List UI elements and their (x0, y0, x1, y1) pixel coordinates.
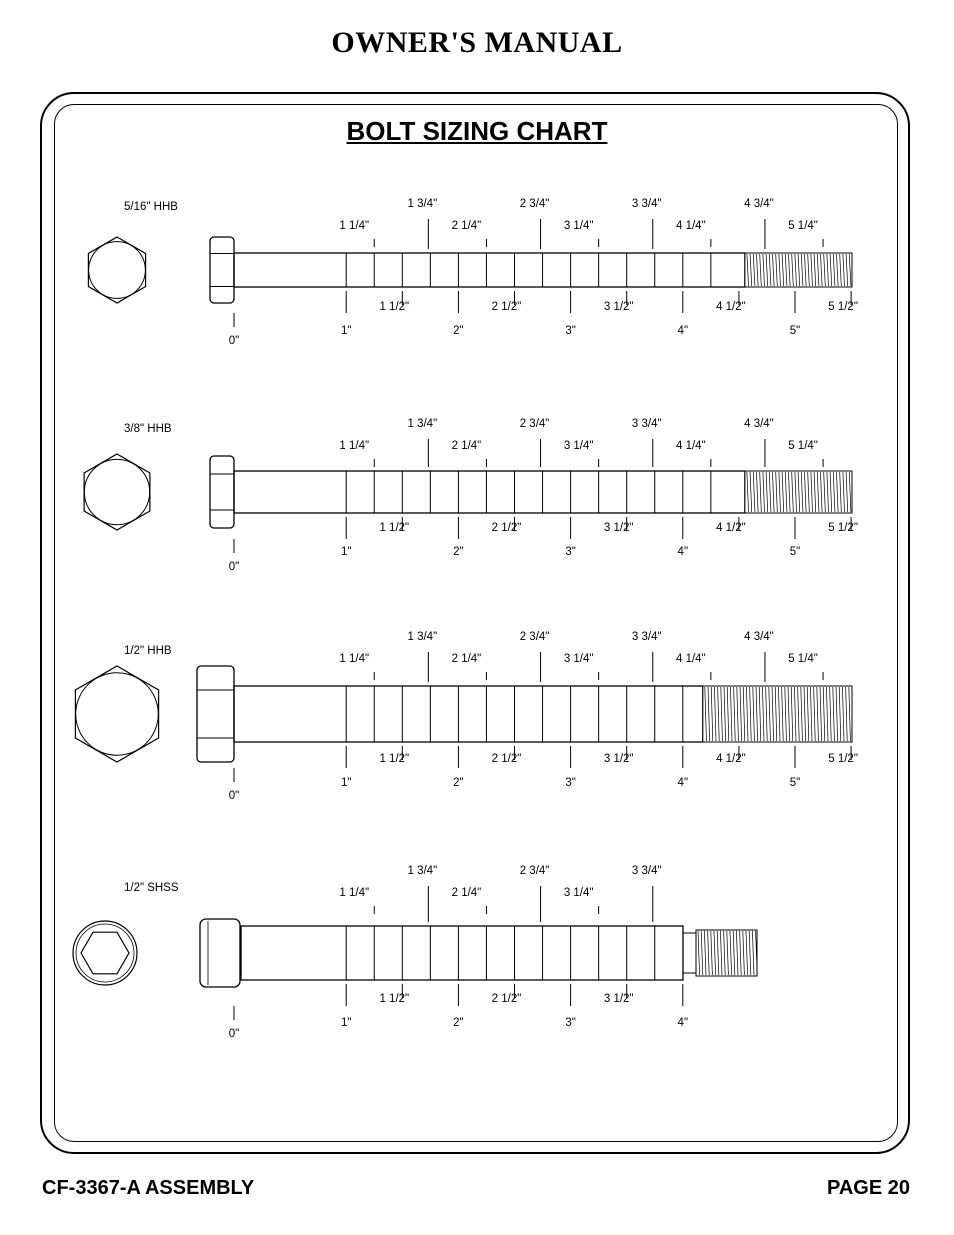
tick-label-half: 3 1/2" (603, 753, 634, 765)
tick-label-quarter: 3 1/4" (563, 653, 594, 665)
tick-label-three-quarter: 4 3/4" (744, 418, 774, 430)
chart-title: BOLT SIZING CHART (346, 116, 608, 146)
tick-label-quarter: 5 1/4" (788, 220, 818, 232)
tick-label-quarter: 1 1/4" (339, 220, 370, 232)
tick-label-three-quarter: 3 3/4" (631, 631, 662, 643)
hex-head-chamfer (89, 242, 146, 299)
bolt-shank (234, 686, 703, 742)
tick-label-inch: 2" (453, 546, 464, 558)
hex-head-chamfer (76, 673, 159, 756)
tick-label-inch: 5" (789, 546, 801, 558)
bolt-size-label: 5/16" HHB (124, 201, 178, 213)
tick-label-quarter: 2 1/4" (451, 440, 482, 452)
tick-label-inch: 3" (565, 325, 576, 337)
hex-head-end-view (84, 454, 150, 530)
tick-label-three-quarter: 3 3/4" (631, 198, 662, 210)
tick-label-quarter: 4 1/4" (676, 653, 706, 665)
tick-label-three-quarter: 2 3/4" (519, 865, 550, 877)
hex-head-chamfer (84, 459, 149, 524)
socket-head-end-view (73, 921, 137, 985)
tick-label-quarter: 4 1/4" (676, 440, 706, 452)
tick-label-quarter: 2 1/4" (451, 220, 482, 232)
tick-label-quarter: 3 1/4" (563, 440, 594, 452)
tick-label-inch: 5" (789, 325, 801, 337)
zero-label: 0" (228, 335, 240, 347)
zero-label: 0" (228, 1028, 240, 1040)
tick-label-inch: 1" (340, 546, 352, 558)
tick-label-inch: 4" (677, 546, 689, 558)
tick-label-quarter: 3 1/4" (563, 887, 594, 899)
tick-label-three-quarter: 1 3/4" (407, 631, 438, 643)
tick-label-inch: 2" (453, 1017, 464, 1029)
tick-label-quarter: 2 1/4" (451, 653, 482, 665)
tick-label-inch: 4" (677, 777, 689, 789)
tick-label-half: 1 1/2" (379, 993, 410, 1005)
tick-label-half: 1 1/2" (379, 522, 410, 534)
tick-label-inch: 3" (565, 777, 576, 789)
tick-label-three-quarter: 1 3/4" (407, 198, 438, 210)
tick-label-three-quarter: 1 3/4" (407, 418, 438, 430)
tick-label-inch: 3" (565, 1017, 576, 1029)
tick-label-inch: 2" (453, 777, 464, 789)
socket-head-side-view (200, 919, 240, 987)
tick-label-inch: 1" (340, 325, 352, 337)
tick-label-three-quarter: 2 3/4" (519, 198, 550, 210)
tick-label-inch: 1" (340, 777, 352, 789)
tick-label-half: 2 1/2" (491, 301, 522, 313)
tick-label-half: 4 1/2" (716, 753, 746, 765)
tick-label-half: 3 1/2" (603, 993, 634, 1005)
tick-label-half: 5 1/2" (828, 753, 858, 765)
bolt-diagram (84, 439, 852, 553)
hex-head-end-view (88, 237, 145, 303)
zero-label: 0" (228, 561, 240, 573)
tick-label-quarter: 4 1/4" (676, 220, 706, 232)
tick-label-inch: 5" (789, 777, 801, 789)
tick-label-quarter: 5 1/4" (788, 440, 818, 452)
tick-label-inch: 3" (565, 546, 576, 558)
hex-head-end-view (75, 666, 158, 762)
tick-label-quarter: 3 1/4" (563, 220, 594, 232)
tick-label-half: 5 1/2" (828, 522, 858, 534)
tick-label-inch: 1" (340, 1017, 352, 1029)
tick-label-inch: 4" (677, 1017, 689, 1029)
tick-label-half: 4 1/2" (716, 522, 746, 534)
bolt-size-label: 3/8" HHB (124, 423, 172, 435)
tick-label-three-quarter: 2 3/4" (519, 631, 550, 643)
tick-label-half: 1 1/2" (379, 753, 410, 765)
tick-label-three-quarter: 3 3/4" (631, 418, 662, 430)
tick-label-three-quarter: 4 3/4" (744, 631, 774, 643)
tick-label-three-quarter: 2 3/4" (519, 418, 550, 430)
bolt-shank (241, 926, 683, 980)
tick-label-three-quarter: 4 3/4" (744, 198, 774, 210)
tick-label-half: 1 1/2" (379, 301, 410, 313)
zero-label: 0" (228, 790, 240, 802)
tick-label-half: 2 1/2" (491, 753, 522, 765)
bolt-shank (234, 253, 745, 287)
tick-label-half: 3 1/2" (603, 522, 634, 534)
hex-head-side-view (197, 666, 234, 762)
tick-label-three-quarter: 1 3/4" (407, 865, 438, 877)
tick-label-half: 5 1/2" (828, 301, 858, 313)
tick-label-quarter: 5 1/4" (788, 653, 818, 665)
footer-page-number: PAGE 20 (827, 1177, 910, 1199)
hex-head-side-view (210, 456, 234, 528)
bolt-size-label: 1/2" HHB (124, 645, 172, 657)
tick-label-half: 2 1/2" (491, 522, 522, 534)
tick-label-quarter: 2 1/4" (451, 887, 482, 899)
hex-head-side-view (210, 237, 234, 303)
footer-assembly-label: CF-3367-A ASSEMBLY (42, 1177, 255, 1199)
tick-label-three-quarter: 3 3/4" (631, 865, 662, 877)
bolt-diagram (73, 886, 757, 1020)
tick-label-quarter: 1 1/4" (339, 653, 370, 665)
bolt-size-label: 1/2" SHSS (124, 882, 179, 894)
tick-label-half: 3 1/2" (603, 301, 634, 313)
tick-label-quarter: 1 1/4" (339, 440, 370, 452)
hex-socket-icon (81, 932, 129, 974)
tick-label-half: 2 1/2" (491, 993, 522, 1005)
bolt-shank (234, 471, 745, 513)
tick-label-quarter: 1 1/4" (339, 887, 370, 899)
tick-label-half: 4 1/2" (716, 301, 746, 313)
tick-label-inch: 4" (677, 325, 689, 337)
tick-label-inch: 2" (453, 325, 464, 337)
page-title: OWNER'S MANUAL (331, 26, 623, 59)
